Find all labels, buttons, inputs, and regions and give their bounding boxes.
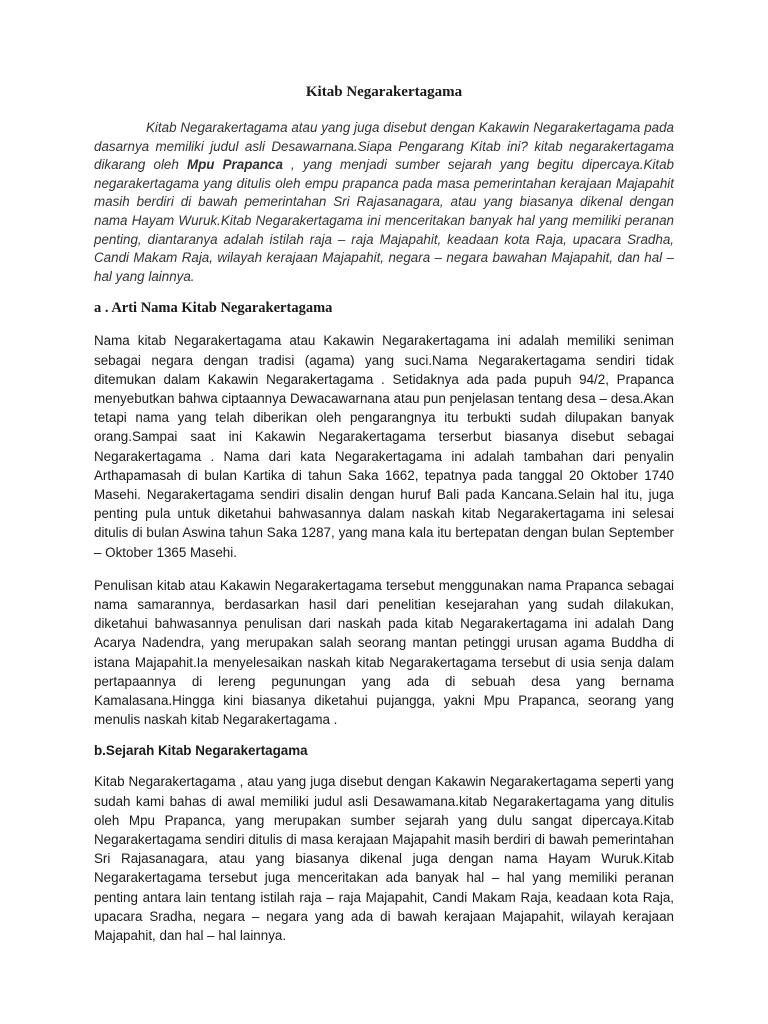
intro-text-2: , yang menjadi sumber sejarah yang begitu dipercaya.Kitab negarakertagama yang ditulis oleh empu prapanca pada masa pemerintahan kerajaan Majapahit masih berdiri di bawah pemerintahan Sri Rajasanagara, atau yang biasanya dikenal dengan nama Hayam Wuruk.Kitab Negarakertagama ini menceritakan banyak hal yang memiliki peranan penting, diantaranya adalah istilah raja – raja Majapahit, keadaan kota Raja, upacara Sradha, Candi Makam Raja, wilayah kerajaan Majapahit, negara – negara bawahan Majapahit, dan hal – hal yang lainnya. xyxy=(94,157,674,284)
intro-paragraph xyxy=(94,119,674,286)
intro-author: Mpu Prapanca xyxy=(186,157,283,173)
intro-text-1: Kitab Negarakertagama atau yang juga disebut dengan Kakawin Negarakertagama pada dasarnya memiliki judul asli Desawarnana.Siapa Pengarang Kitab ini? kitab negarakertagama dikarang oleh xyxy=(94,120,674,173)
section-a-heading: a . Arti Nama Kitab Negarakertagama xyxy=(94,300,333,317)
section-a-paragraph-2: Penulisan kitab atau Kakawin Negarakertagama tersebut menggunakan nama Prapanca sebagai nama samarannya, berdasarkan hasil dari penelitian kesejarahan yang sudah dilakukan, diketahui bahwasannya penulisan dari naskah pada kitab Negarakertagama ini adalah Dang Acarya Nadendra, yang merupakan salah seorang mantan petinggi urusan agama Buddha di istana Majapahit.Ia menyelesaikan naskah kitab Negarakertagama tersebut di usia senja dalam pertapaannya di lereng pegunungan yang ada di sebuah desa yang bernama Kamalasana.Hingga kini biasanya diketahui pujangga, yakni Mpu Prapanca, seorang yang menulis naskah kitab Negarakertagama . xyxy=(94,577,674,728)
document-page xyxy=(94,84,674,959)
section-a-paragraph-1: Nama kitab Negarakertagama atau Kakawin Negarakertagama ini adalah memiliki seniman sebagai negara dengan tradisi (agama) yang suci.Nama Negarakertagama sendiri tidak ditemukan dalam Kakawin Negarakertagama . Setidaknya ada pada pupuh 94/2, Prapanca menyebutkan bahwa ciptaannya Dewacawarnana atau pun penjelasan tentang desa – desa.Akan tetapi nama yang telah diberikan oleh pengarangnya itu terbukti sudah dilupakan banyak orang.Sampai saat ini Kakawin Negarakertagama terserbut biasanya disebut sebagai Negarakertagama . Nama dari kata Negarakertagama ini adalah tambahan dari penyalin Arthapamasah di bulan Kartika di tahun Saka 1662, tepatnya pada tanggal 20 Oktober 1740 Masehi. Negarakertagama sendiri disalin dengan huruf Bali pada Kancana.Selain hal itu, juga penting pula untuk diketahui bahwasannya dalam naskah kitab Negarakertagama ini selesai ditulis di bulan Aswina tahun Saka 1287, yang mana kala itu bertepatan dengan bulan September – Oktober 1365 Masehi. xyxy=(94,333,674,560)
document-title: Kitab Negarakertagama xyxy=(305,84,463,100)
section-b-heading: b.Sejarah Kitab Negarakertagama xyxy=(94,743,308,759)
section-b-paragraph-1: Kitab Negarakertagama , atau yang juga disebut dengan Kakawin Negarakertagama seperti yang sudah kami bahas di awal memiliki judul asli Desawamana.kitab Negarakertagama yang ditulis oleh Mpu Prapanca, yang merupakan sumber sejarah yang dulu sangat dipercaya.Kitab Negarakertagama sendiri ditulis di masa kerajaan Majapahit masih berdiri di bawah pemerintahan Sri Rajasanagara, atau yang biasanya dikenal juga dengan nama Hayam Wuruk.Kitab Negarakertagama tersebut juga menceritakan ada banyak hal – hal yang memiliki peranan penting antara lain tentang istilah raja – raja Majapahit, Candi Makam Raja, keadaan kota Raja, upacara Sradha, negara – negara yang ada di bawah kerajaan Majapahit, wilayah kerajaan Majapahit, dan hal – hal lainnya. xyxy=(94,774,674,944)
